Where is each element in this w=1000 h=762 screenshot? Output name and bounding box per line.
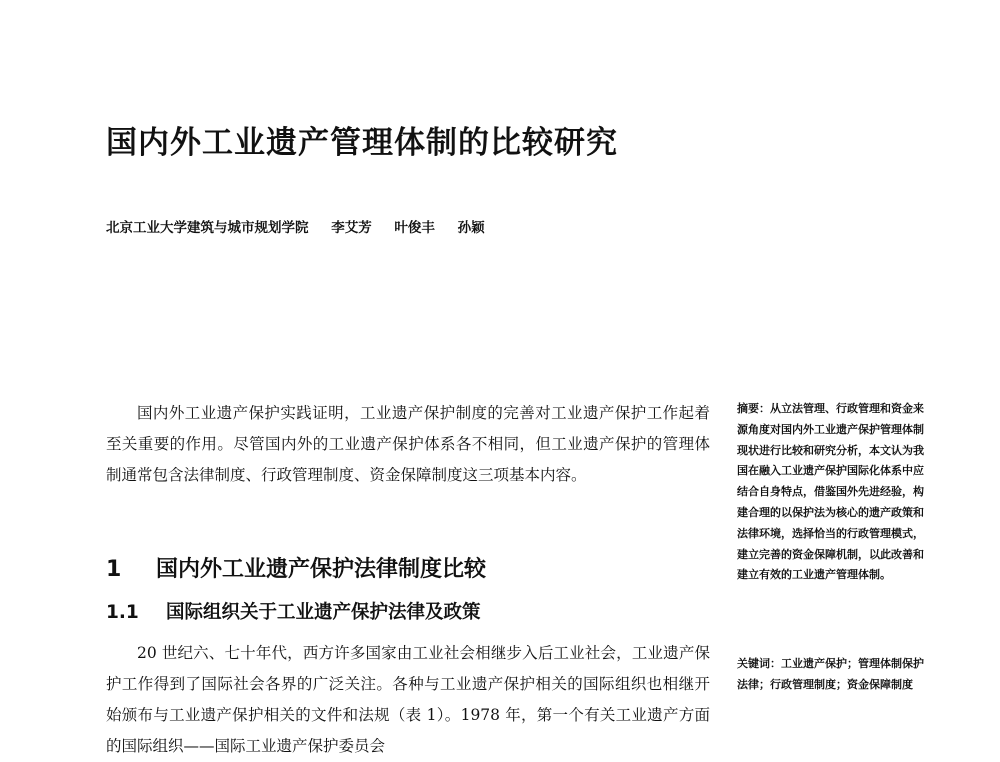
keywords-text: 工业遗产保护；管理体制保护法律；行政管理制度；资金保障制度 [737, 657, 924, 691]
subsection-title: 国际组织关于工业遗产保护法律及政策 [166, 602, 481, 623]
keywords-label: 关键词： [737, 657, 781, 670]
section-title: 国内外工业遗产保护法律制度比较 [156, 557, 487, 582]
body-paragraph: 20 世纪六、七十年代，西方许多国家由工业社会相继步入后工业社会，工业遗产保护工作得到了国际社会各界的广泛关注。各种与工业遗产保护相关的国际组织也相继开始颁布与工业遗产保护相关的文件和法规（表 1）。1978 年，第一个有关工业遗产方面的国际组织——国际工业遗产保护委员会 [106, 644, 710, 755]
abstract-text: 从立法管理、行政管理和资金来源角度对国内外工业遗产保护管理体制现状进行比较和研究分析，本文认为我国在融入工业遗产保护国际化体系中应结合自身特点，借鉴国外先进经验，构建合理的以保护法为核心的遗产政策和法律环境，选择恰当的行政管理模式，建立完善的资金保障机制，以此改善和建立有效的工业遗产管理体制。 [737, 402, 924, 582]
paper-title: 国内外工业遗产管理体制的比较研究 [106, 125, 618, 161]
author-line [106, 216, 503, 236]
affiliation: 北京工业大学建筑与城市规划学院 [106, 220, 309, 236]
section-number: 1 [106, 557, 122, 582]
abstract-label: 摘要： [737, 402, 770, 415]
keywords [737, 654, 929, 696]
intro-paragraph: 国内外工业遗产保护实践证明，工业遗产保护制度的完善对工业遗产保护工作起着至关重要的作用。尽管国内外的工业遗产保护体系各不相同，但工业遗产保护的管理体制通常包含法律制度、行政管理制度、资金保障制度这三项基本内容。 [106, 404, 710, 484]
subsection-heading [106, 598, 481, 624]
author-name: 李艾芳 [331, 220, 372, 236]
section-heading [106, 552, 486, 583]
abstract [737, 399, 929, 586]
author-name: 叶俊丰 [394, 220, 435, 236]
author-name: 孙颖 [457, 220, 485, 236]
subsection-number: 1.1 [106, 602, 139, 623]
